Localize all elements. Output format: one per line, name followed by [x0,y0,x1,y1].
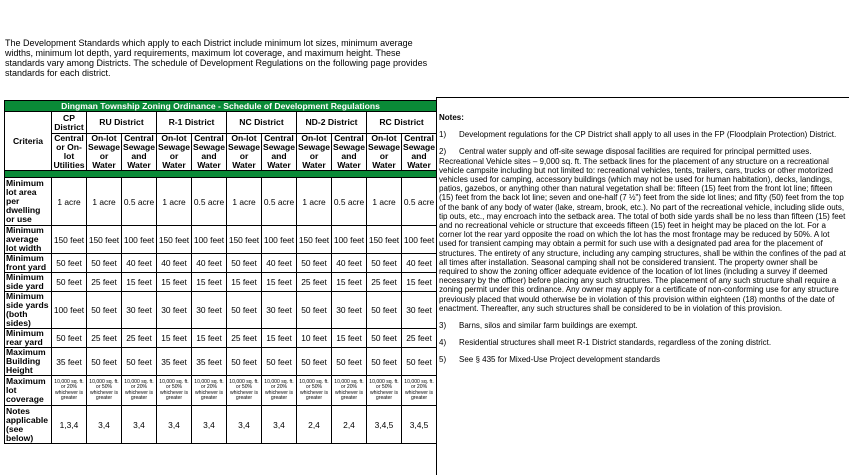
table-cell: 50 feet [227,292,262,329]
zoning-table-container [4,100,436,444]
table-cell: 3,4 [87,406,122,444]
table-cell: 10,000 sq. ft. or 20% whichever is greater [122,376,157,406]
green-separator [5,171,437,178]
table-cell: 50 feet [297,254,332,273]
table-cell: 30 feet [332,292,367,329]
table-cell: 50 feet [52,329,87,348]
note-number: 5) [439,355,447,365]
table-cell: 15 feet [227,273,262,292]
table-row [5,348,437,376]
table-cell: 50 feet [87,348,122,376]
table-cell: 3,4 [262,406,297,444]
table-cell: 30 feet [402,292,437,329]
table-cell: 50 feet [367,348,402,376]
note-text: See § 435 for Mixed-Use Project development standards [459,355,660,365]
note-text: Development regulations for the CP District shall apply to all uses in the FP (Floodplain Protection) District. [459,130,837,140]
central-subheader: Central Sewage and Water [333,133,366,170]
table-cell: 100 feet [262,226,297,254]
table-cell: 150 feet [227,226,262,254]
table-cell: 150 feet [367,226,402,254]
district-header: ND-2 District [297,112,367,134]
table-cell: 40 feet [402,254,437,273]
district-header: NC District [227,112,297,134]
table-cell: 40 feet [332,254,367,273]
table-cell: 40 feet [122,254,157,273]
table-cell: 50 feet [87,292,122,329]
table-cell: 10,000 sq. ft. or 20% whichever is greater [332,376,367,406]
row-label: Minimum rear yard [5,329,52,348]
table-cell: 150 feet [52,226,87,254]
cp-utilities-subheader: Central or On-lot Utilities [53,133,85,170]
table-cell: 10,000 sq. ft. or 50% whichever is greater [87,376,122,406]
table-row [5,273,437,292]
table-cell: 15 feet [192,273,227,292]
table-cell: 100 feet [402,226,437,254]
table-cell: 50 feet [87,254,122,273]
intro-paragraph: The Development Standards which apply to each District include minimum lot sizes, minimum average widths, minimum lot depth, yard requirements, maximum lot coverage, and maximum height. These standards vary among Districts. The schedule of Development Regulations on the following page provides standards for each district. [5,38,428,78]
table-cell: 50 feet [367,254,402,273]
table-cell: 50 feet [52,273,87,292]
table-cell: 10,000 sq. ft. or 50% whichever is greater [227,376,262,406]
table-cell: 0.5 acre [262,178,297,226]
table-cell: 3,4,5 [402,406,437,444]
onlot-subheader: On-lot Sewage or Water [298,133,331,170]
table-cell: 50 feet [262,348,297,376]
table-cell: 1 acre [227,178,262,226]
table-cell: 50 feet [402,348,437,376]
table-cell: 50 feet [297,348,332,376]
table-row [5,329,437,348]
table-cell: 100 feet [192,226,227,254]
row-label: Minimum lot area per dwelling or use [5,178,52,226]
district-header: RC District [367,112,437,134]
note-item [439,130,849,139]
onlot-subheader: On-lot Sewage or Water [228,133,261,170]
note-number: 1) [439,130,447,140]
table-cell: 50 feet [367,329,402,348]
table-cell: 0.5 acre [122,178,157,226]
table-row [5,376,437,406]
table-cell: 35 feet [192,348,227,376]
notes-list [439,130,849,364]
table-cell: 15 feet [262,273,297,292]
table-cell: 35 feet [157,348,192,376]
table-cell: 2,4 [297,406,332,444]
table-row [5,406,437,444]
table-cell: 10,000 sq. ft. or 20% whichever is greater [52,376,87,406]
table-cell: 1 acre [87,178,122,226]
onlot-subheader: On-lot Sewage or Water [88,133,121,170]
table-cell: 10,000 sq. ft. or 20% whichever is greater [192,376,227,406]
table-cell: 35 feet [52,348,87,376]
table-cell: 0.5 acre [192,178,227,226]
row-label: Notes applicable (see below) [5,406,52,444]
table-cell: 1 acre [297,178,332,226]
table-cell: 50 feet [52,254,87,273]
row-label: Minimum average lot width [5,226,52,254]
table-cell: 15 feet [157,273,192,292]
row-label: Minimum front yard [5,254,52,273]
onlot-subheader: On-lot Sewage or Water [368,133,401,170]
criteria-header: Criteria [5,112,52,171]
table-row [5,178,437,226]
row-label: Minimum side yards (both sides) [5,292,52,329]
note-item [439,147,849,313]
table-cell: 15 feet [332,273,367,292]
table-cell: 150 feet [87,226,122,254]
table-cell: 100 feet [122,226,157,254]
table-cell: 40 feet [262,254,297,273]
table-cell: 1 acre [367,178,402,226]
table-cell: 10,000 sq. ft. or 50% whichever is greater [367,376,402,406]
table-row [5,254,437,273]
table-cell: 1 acre [52,178,87,226]
table-cell: 3,4 [227,406,262,444]
table-cell: 1 acre [157,178,192,226]
note-number: 3) [439,321,447,331]
table-title: Dingman Township Zoning Ordinance - Schedule of Development Regulations [5,101,437,112]
central-subheader: Central Sewage and Water [123,133,156,170]
row-label: Maximum lot coverage [5,376,52,406]
row-label: Minimum side yard [5,273,52,292]
table-row [5,292,437,329]
table-cell: 3,4 [157,406,192,444]
table-cell: 40 feet [192,254,227,273]
table-cell: 10,000 sq. ft. or 20% whichever is greater [402,376,437,406]
note-item [439,355,849,364]
table-cell: 25 feet [297,273,332,292]
table-cell: 30 feet [262,292,297,329]
table-cell: 30 feet [122,292,157,329]
table-cell: 10,000 sq. ft. or 20% whichever is greater [262,376,297,406]
table-cell: 50 feet [367,292,402,329]
table-cell: 40 feet [157,254,192,273]
table-cell: 15 feet [157,329,192,348]
table-cell: 10 feet [297,329,332,348]
district-header: R-1 District [157,112,227,134]
note-text: Residential structures shall meet R-1 District standards, regardless of the zoning district. [459,338,772,348]
table-cell: 3,4 [122,406,157,444]
table-cell: 25 feet [402,329,437,348]
zoning-table [4,100,437,444]
note-item [439,321,849,330]
table-cell: 15 feet [332,329,367,348]
table-cell: 10,000 sq. ft. or 50% whichever is greater [157,376,192,406]
table-cell: 50 feet [297,292,332,329]
table-cell: 15 feet [122,273,157,292]
table-cell: 3,4 [192,406,227,444]
table-cell: 25 feet [87,273,122,292]
table-cell: 150 feet [297,226,332,254]
table-cell: 150 feet [157,226,192,254]
notes-title: Notes: [439,113,464,122]
table-cell: 50 feet [227,348,262,376]
table-cell: 2,4 [332,406,367,444]
note-text: Central water supply and off-site sewage disposal facilities are required for principal permitted uses. Recreational Vehicle sites – 9,000 sq. ft. The setback lines for the placement of any structure on a recreational vehicle campsite including but not limited to: recreational vehicles, tents, trailers, cars, trucks or other motorized vehicles used for camping, accessory buildings (which may not be used for human habitation), decks, landings, patios, gazebos, or anything other than natural vegetation shall be: fifteen (15) feet from the front lot line; fifteen (15) feet from the back lot line; seven and one-half (7 ½") feet from the side lot lines; and fifty (50) feet from the top of the bank of any body of water (lake, stream, brook, etc.). No part of the recreational vehicle, including slide outs, tip outs, etc., may encroach into the setback area. The total of both side yards shall be no less than fifteen (15) feet and no recreational vehicle or structure that exceeds fifteen (15) feet in height may be placed on the lot. For a corner lot the rear yard opposite the road on which the lot has the most frontage may be reduced by 50%. A lot used for transient camping may obtain a permit for such use with a designated pad area for the placement of structures. The entirety of any structure, including any camping structures, shall be within the confines of the pad at all times after installation. Seasonal camping shall not be considered transient. The property owner shall be required to show the zoning officer adequate evidence of the location of lot lines (including a survey if deemed necessary by the officer) before placing any such structures. The placement of any such structure shall require a zoning permit under this ordinance. Any owner may apply for a certificate of non-conforming use for any structure previously placed that would otherwise be in violation of this provision within eighteen (18) months of the date of enactment. Thereafter, any such structures shall be considered to be in violation of this provision. [439,147,846,313]
notes-panel [436,97,849,475]
cp-district-header: CP District [52,112,87,134]
central-subheader: Central Sewage and Water [263,133,296,170]
table-cell: 30 feet [157,292,192,329]
note-item [439,338,849,347]
table-cell: 100 feet [332,226,367,254]
table-cell: 15 feet [262,329,297,348]
table-cell: 15 feet [192,329,227,348]
table-cell: 25 feet [227,329,262,348]
table-cell: 30 feet [192,292,227,329]
table-cell: 3,4,5 [367,406,402,444]
note-text: Barns, silos and similar farm buildings are exempt. [459,321,638,331]
district-header: RU District [87,112,157,134]
table-cell: 100 feet [52,292,87,329]
table-cell: 50 feet [122,348,157,376]
table-row [5,226,437,254]
table-cell: 1,3,4 [52,406,87,444]
central-subheader: Central Sewage and Water [403,133,436,170]
table-cell: 0.5 acre [332,178,367,226]
table-cell: 50 feet [227,254,262,273]
row-label: Maximum Building Height [5,348,52,376]
table-cell: 0.5 acre [402,178,437,226]
central-subheader: Central Sewage and Water [193,133,226,170]
table-cell: 25 feet [87,329,122,348]
onlot-subheader: On-lot Sewage or Water [158,133,191,170]
note-number: 4) [439,338,447,348]
table-cell: 10,000 sq. ft. or 50% whichever is greater [297,376,332,406]
note-number: 2) [439,147,447,157]
table-cell: 25 feet [122,329,157,348]
table-cell: 25 feet [367,273,402,292]
table-cell: 15 feet [402,273,437,292]
table-cell: 50 feet [332,348,367,376]
